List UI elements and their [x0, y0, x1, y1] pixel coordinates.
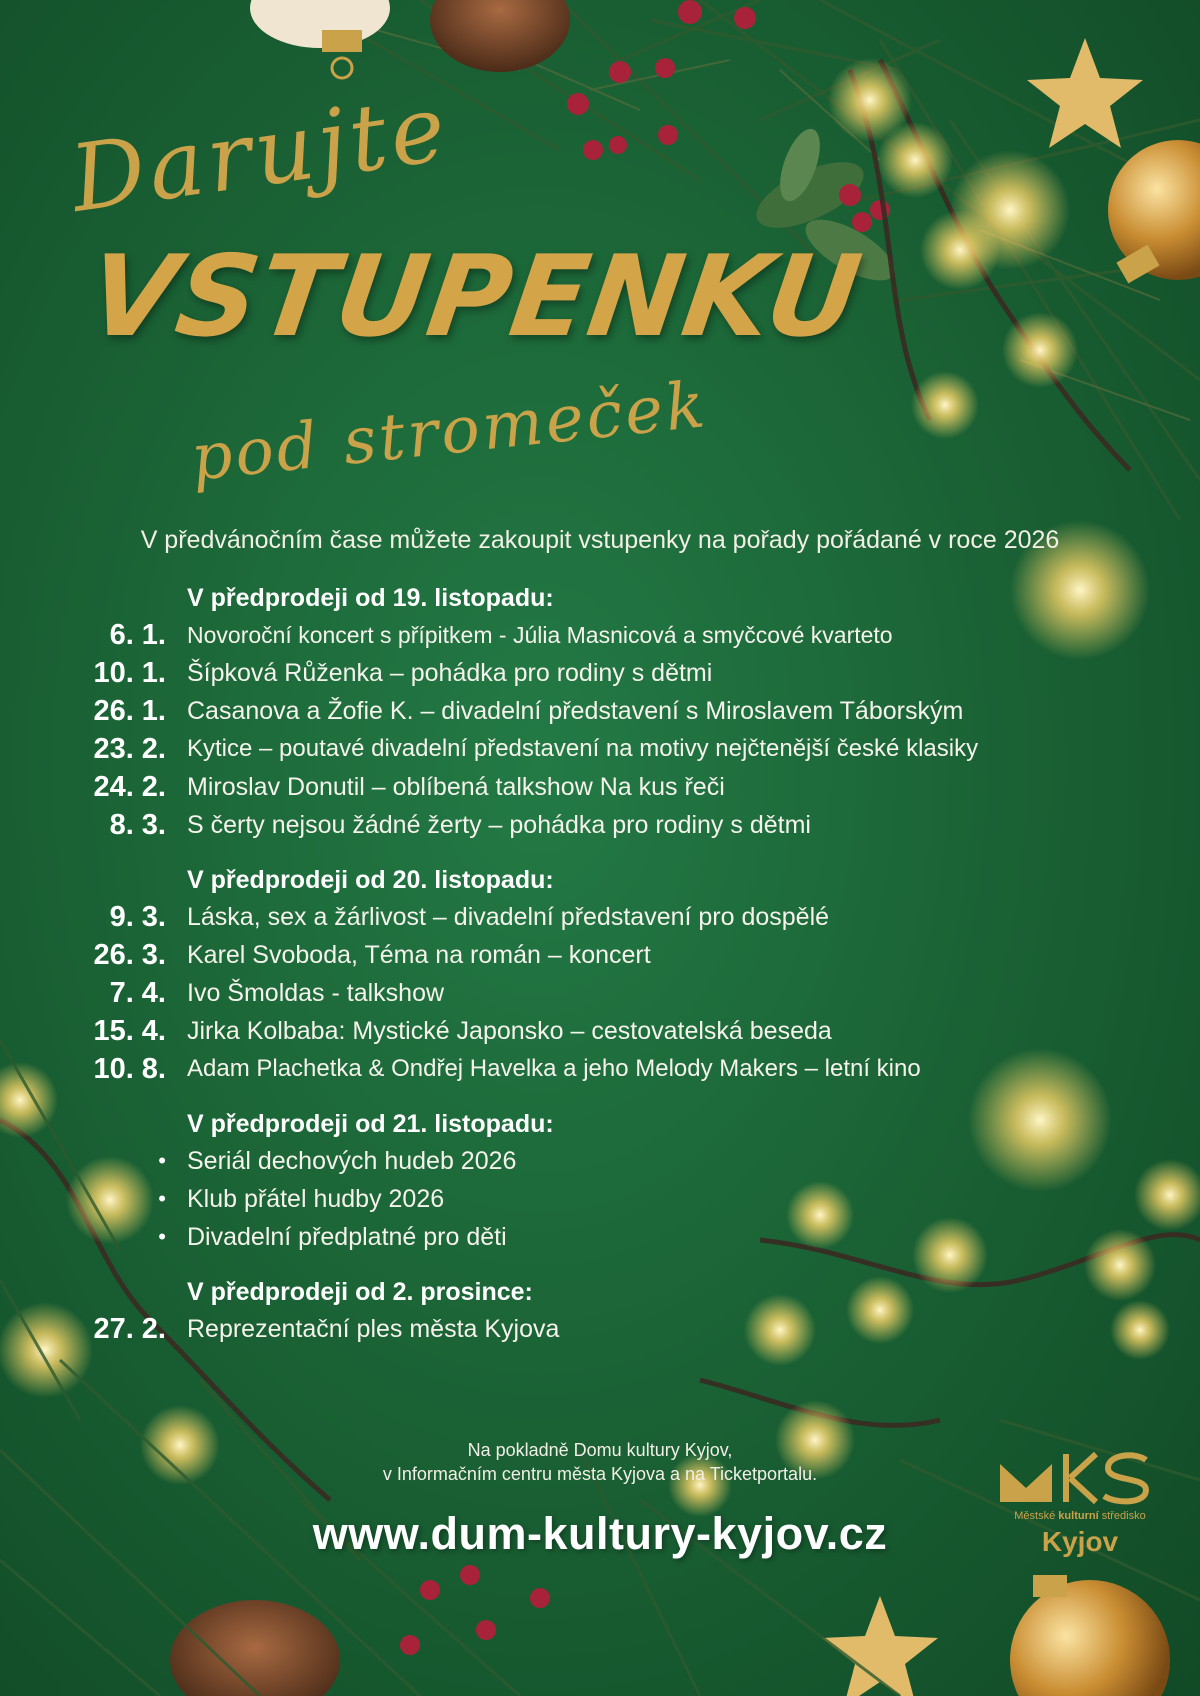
- list-item: [0, 1180, 1200, 1218]
- list-item: [0, 692, 1200, 730]
- list-item: [0, 654, 1200, 692]
- event-date: 9. 3.: [109, 900, 166, 933]
- website-link[interactable]: www.dum-kultury-kyjov.cz: [312, 1508, 888, 1559]
- event-date: 26. 1.: [93, 694, 166, 727]
- event-title: Novoroční koncert s přípitkem - Júlia Masnicová a smyčcové kvarteto: [187, 621, 893, 648]
- logo-subtitle: [990, 1510, 1170, 1522]
- program-list: [0, 580, 1200, 1366]
- logo-sub-bold: kulturní: [1058, 1510, 1099, 1522]
- section-20-nov: [0, 862, 1200, 1088]
- list-item: [0, 1012, 1200, 1050]
- event-title: S čerty nejsou žádné žerty – pohádka pro rodiny s dětmi: [187, 810, 811, 839]
- subscription-title: Divadelní předplatné pro děti: [187, 1222, 507, 1251]
- event-date: 10. 1.: [93, 656, 166, 689]
- event-date: 27. 2.: [93, 1312, 166, 1345]
- bullet-icon: •: [158, 1148, 166, 1173]
- main-title: VSTUPENKU: [80, 232, 869, 362]
- note-line-2: v Informačním centru města Kyjova a na Ticketportalu.: [382, 1464, 818, 1484]
- event-title: Miroslav Donutil – oblíbená talkshow Na kus řeči: [187, 772, 725, 801]
- section-21-nov: [0, 1106, 1200, 1256]
- event-title: Adam Plachetka & Ondřej Havelka a jeho Melody Makers – letní kino: [187, 1055, 921, 1082]
- event-title: Reprezentační ples města Kyjova: [187, 1314, 560, 1343]
- section-heading: V předprodeji od 21. listopadu:: [187, 1110, 554, 1138]
- bullet-icon: •: [158, 1186, 166, 1211]
- event-title: Láska, sex a žárlivost – divadelní představení pro dospělé: [187, 902, 830, 931]
- event-title: Casanova a Žofie K. – divadelní představení s Miroslavem Táborským: [187, 696, 964, 725]
- list-item: [0, 616, 1200, 654]
- logo-sub-post: středisko: [1101, 1510, 1146, 1522]
- section-heading: V předprodeji od 19. listopadu:: [187, 584, 554, 612]
- event-date: 26. 3.: [93, 938, 166, 971]
- section-2-dec: [0, 1274, 1200, 1348]
- bullet-icon: •: [158, 1224, 166, 1249]
- list-item: [0, 1310, 1200, 1348]
- list-item: [0, 898, 1200, 936]
- list-item: [0, 1050, 1200, 1088]
- logo-sub-pre: Městské: [1014, 1510, 1056, 1522]
- pinecone-bottom: [170, 1600, 340, 1696]
- event-date: 7. 4.: [109, 976, 166, 1009]
- mks-logo: [990, 1450, 1170, 1560]
- event-title: Šípková Růženka – pohádka pro rodiny s dětmi: [187, 658, 713, 687]
- event-date: 10. 8.: [93, 1052, 166, 1085]
- ornament-right: [1108, 140, 1200, 283]
- logo-city: Kyjov: [1041, 1526, 1119, 1557]
- event-date: 8. 3.: [109, 808, 166, 841]
- list-item: [0, 768, 1200, 806]
- list-item: [0, 730, 1200, 768]
- section-heading: V předprodeji od 2. prosince:: [187, 1278, 533, 1306]
- section-heading: V předprodeji od 20. listopadu:: [187, 866, 554, 894]
- event-title: Kytice – poutavé divadelní představení na motivy nejčtenější české klasiky: [187, 735, 979, 762]
- pinecone-top: [430, 0, 570, 72]
- note-line-1: Na pokladně Domu kultury Kyjov,: [467, 1440, 733, 1460]
- event-title: Ivo Šmoldas - talkshow: [187, 978, 445, 1007]
- list-item: [0, 936, 1200, 974]
- list-item: [0, 1218, 1200, 1256]
- subscription-title: Klub přátel hudby 2026: [187, 1184, 445, 1213]
- script-title-top: Darujte: [64, 74, 456, 233]
- intro-text: V předvánočním čase můžete zakoupit vstupenky na pořady pořádané v roce 2026: [140, 526, 1060, 554]
- star-top-right: [1027, 38, 1143, 148]
- event-date: 24. 2.: [93, 770, 166, 803]
- list-item: [0, 806, 1200, 844]
- event-date: 6. 1.: [109, 618, 166, 651]
- event-title: Karel Svoboda, Téma na román – koncert: [187, 940, 651, 969]
- script-title-bottom: pod stromeček: [187, 368, 712, 496]
- event-title: Jirka Kolbaba: Mystické Japonsko – cestovatelská beseda: [187, 1016, 832, 1045]
- section-19-nov: [0, 580, 1200, 844]
- event-date: 23. 2.: [93, 732, 166, 765]
- event-date: 15. 4.: [93, 1014, 166, 1047]
- mks-logo-mark: [996, 1450, 1166, 1506]
- subscription-title: Seriál dechových hudeb 2026: [187, 1146, 517, 1175]
- list-item: [0, 1142, 1200, 1180]
- ornament-bottom-right: [1010, 1575, 1170, 1696]
- list-item: [0, 974, 1200, 1012]
